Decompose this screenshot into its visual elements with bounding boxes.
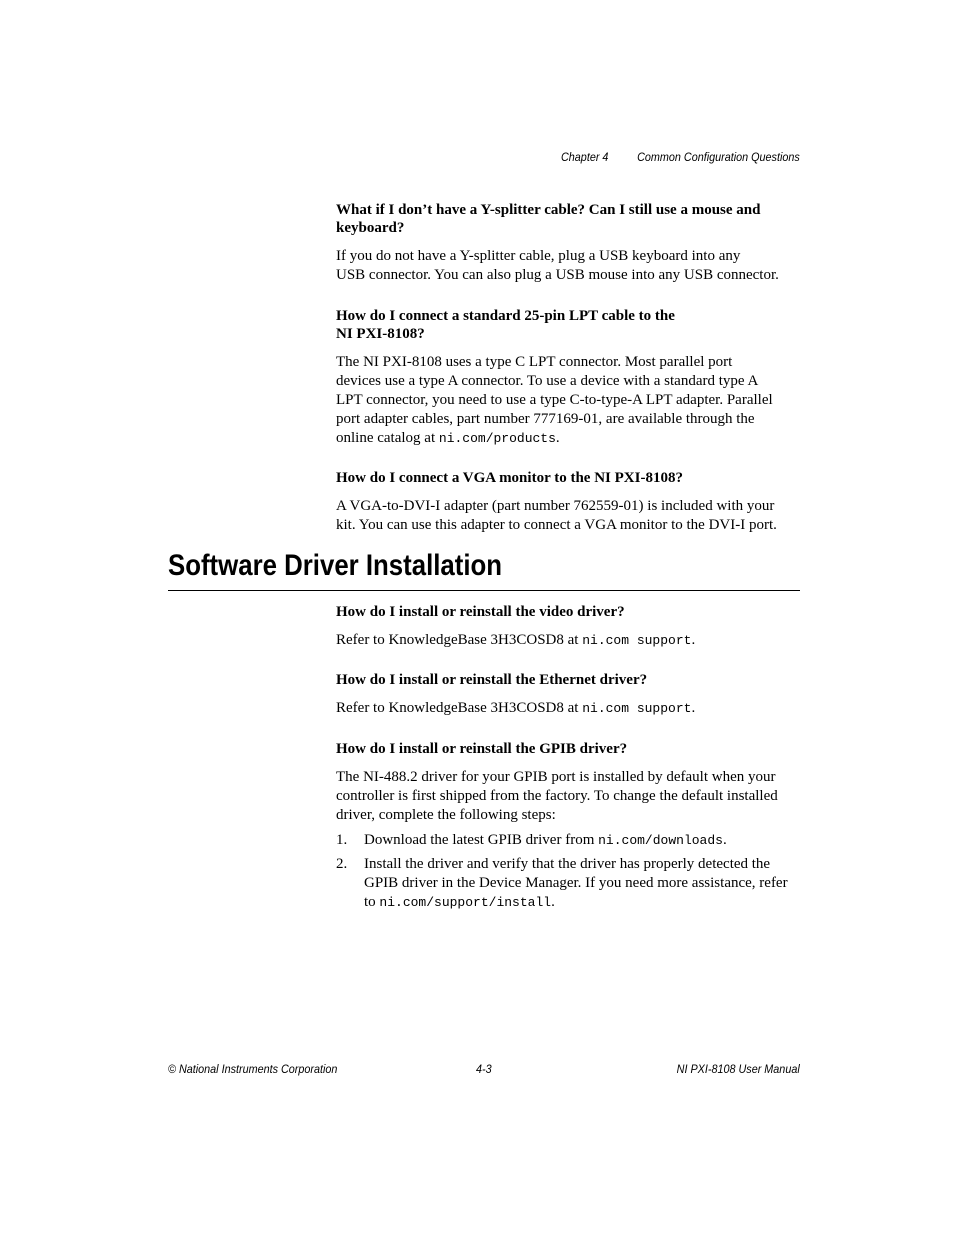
list-text: Download the latest GPIB driver from ni.com/downloads. [364,832,727,848]
list-number: 2. [336,856,348,872]
faq-answer: If you do not have a Y-splitter cable, plug a USB keyboard into any USB connector. You can also plug a USB mouse into any USB connector. [336,248,779,283]
faq-question: How do I install or reinstall the Ethernet driver? [336,672,648,688]
faq-ethernet-driver [336,671,802,718]
link-ni-support[interactable]: ni.com support [582,633,692,648]
list-text: Install the driver and verify that the driver has properly detected the GPIB driver in the Device Manager. If you need more assistance, refer to ni.com/support/install. [364,856,788,910]
faq-answer: A VGA-to-DVI-I adapter (part number 762559-01) is included with your kit. You can use this adapter to connect a VGA monitor to the DVI-I port. [336,498,777,533]
faq-question: What if I don’t have a Y-splitter cable? Can I still use a mouse and keyboard? [336,202,761,236]
footer-manual-title: NI PXI-8108 User Manual [676,1062,800,1076]
faq-ysplitter [336,201,802,285]
faq-question: How do I install or reinstall the video driver? [336,604,625,620]
faq-vga-monitor [336,469,802,535]
footer-copyright: © National Instruments Corporation [168,1062,338,1076]
faq-video-driver [336,603,802,650]
list-number: 1. [336,832,348,848]
faq-answer: The NI-488.2 driver for your GPIB port is installed by default when your controller is first shipped from the factory. To change the default installed driver, complete the following steps: [336,769,778,823]
header-chapter-title: Common Configuration Questions [637,150,800,164]
section-heading: Software Driver Installation [168,549,503,582]
header-chapter: Chapter 4 [561,150,609,164]
faq-question: How do I connect a VGA monitor to the NI PXI-8108? [336,470,683,486]
faq-answer: Refer to KnowledgeBase 3H3COSD8 at ni.com support. [336,632,696,648]
footer-page-number: 4-3 [476,1062,492,1076]
faq-question: How do I install or reinstall the GPIB driver? [336,741,628,757]
faq-lpt-cable [336,307,802,448]
link-ni-downloads[interactable]: ni.com/downloads [598,833,723,848]
section-divider [168,590,800,591]
faq-answer: The NI PXI-8108 uses a type C LPT connector. Most parallel port devices use a type A connector. To use a device with a standard type A LPT connector, you need to use a type C-to-type-A LPT adapter. Parallel port adapter cables, part number 777169-01, are available through the online catalog at ni.com/products. [336,354,773,446]
link-ni-products[interactable]: ni.com/products [438,431,556,446]
faq-answer: Refer to KnowledgeBase 3H3COSD8 at ni.com support. [336,700,696,716]
faq-gpib-driver [336,740,802,825]
link-ni-support-install[interactable]: ni.com/support/install [379,895,552,910]
link-ni-support[interactable]: ni.com support [582,701,692,716]
faq-question: How do I connect a standard 25-pin LPT cable to the NI PXI-8108? [336,308,675,342]
